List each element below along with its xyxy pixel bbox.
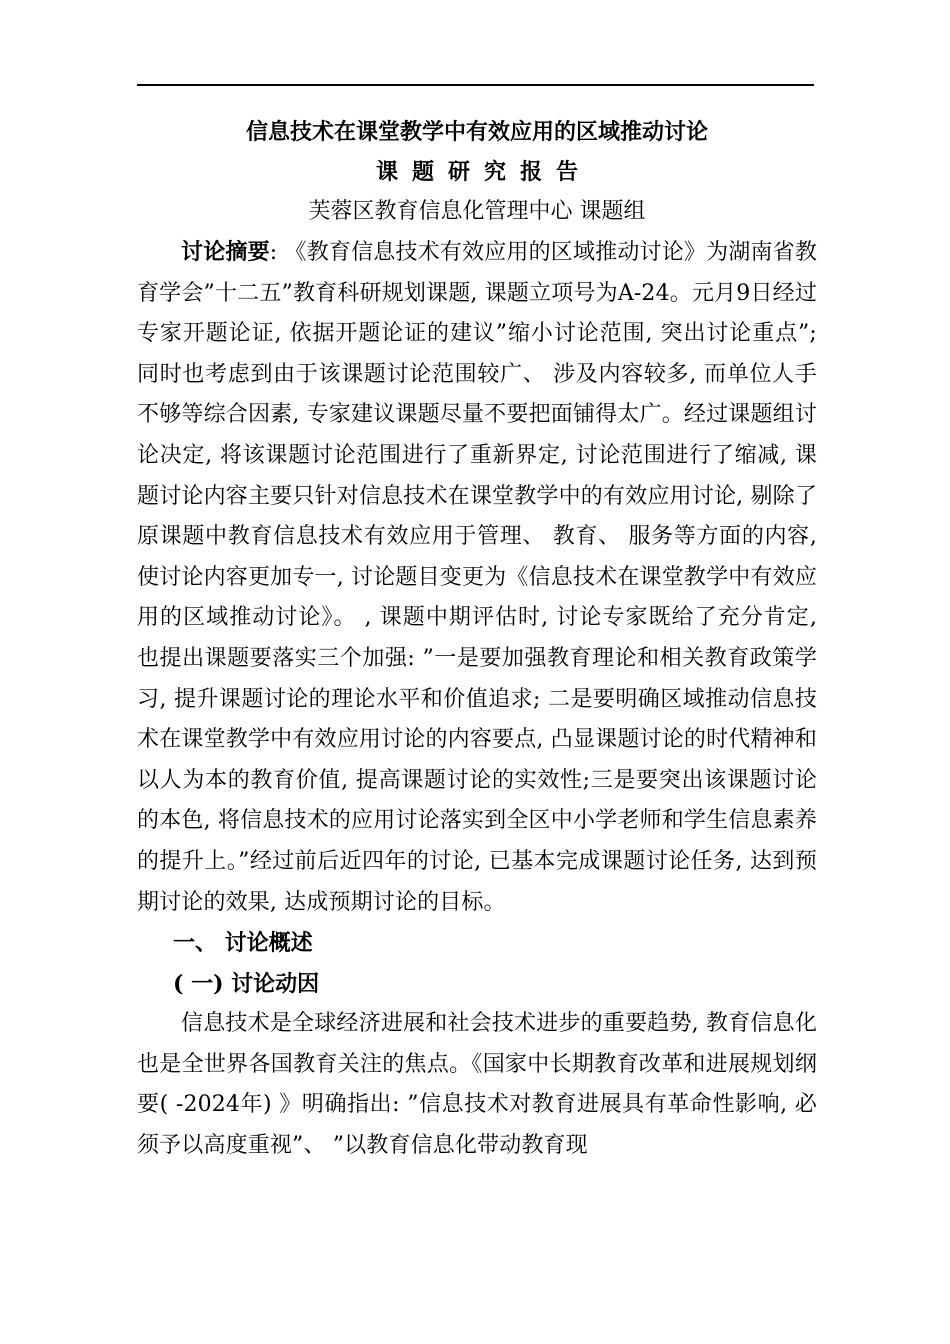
- abstract-label: 讨论摘要: [181, 239, 270, 265]
- abstract-paragraph: [137, 232, 817, 923]
- motivation-paragraph: 信息技术是全球经济进展和社会技术进步的重要趋势, 教育信息化也是全世界各国教育关注的焦点。《国家中长期教育改革和进展规划纲要( -2024年) 》明确指出: ”信息技术对教育进展具有革命性影响, 必须予以高度重视”、 ”以教育信息化带动教育现: [137, 1011, 817, 1159]
- document-authors: 芙蓉区教育信息化管理中心 课题组: [308, 199, 646, 224]
- document-title: 信息技术在课堂教学中有效应用的区域推动讨论: [245, 119, 708, 145]
- section-heading-overview: 一、 讨论概述: [173, 930, 313, 957]
- subsection-heading-motivation: ( 一) 讨论动因: [173, 970, 320, 997]
- document-body: [137, 112, 817, 1167]
- header-rule: [137, 84, 814, 86]
- document-subtitle: 课题研究报告: [375, 159, 592, 185]
- abstract-text: 《教育信息技术有效应用的区域推动讨论》为湖南省教育学会”十二五”教育科研规划课题, 课题立项号为A-24。元月9日经过专家开题论证, 依据开题论证的建议”缩小讨论范围, 突出讨论重点”; 同时也考虑到由于该课题讨论范围较广、 涉及内容较多, 而单位人手不够等综合因素, 专家建议课题尽量不要把面铺得太广。经过课题组讨论决定, 将该课题讨论范围进行了重新界定, 讨论范围进行了缩减, 课题讨论内容主要只针对信息技术在课堂教学中的有效应用讨论, 剔除了原课题中教育信息技术有效应用于管理、 教育、 服务等方面的内容, 使讨论内容更加专一, 讨论题目变更为《信息技术在课堂教学中有效应用的区域推动讨论》。 , 课题中期评估时, 讨论专家既给了充分肯定, 也提出课题要落实三个加强: ”一是要加强教育理论和相关教育政策学习, 提升课题讨论的理论水平和价值追求; 二是要明确区域推动信息技术在课堂教学中有效应用讨论的内容要点, 凸显课题讨论的时代精神和以人为本的教育价值, 提高课题讨论的实效性;三是要突出该课题讨论的本色, 将信息技术的应用讨论落实到全区中小学老师和学生信息素养的提升上。”经过前后近四年的讨论, 已基本完成课题讨论任务, 达到预期讨论的效果, 达成预期讨论的目标。: [137, 240, 817, 915]
- abstract-separator: :: [269, 240, 285, 265]
